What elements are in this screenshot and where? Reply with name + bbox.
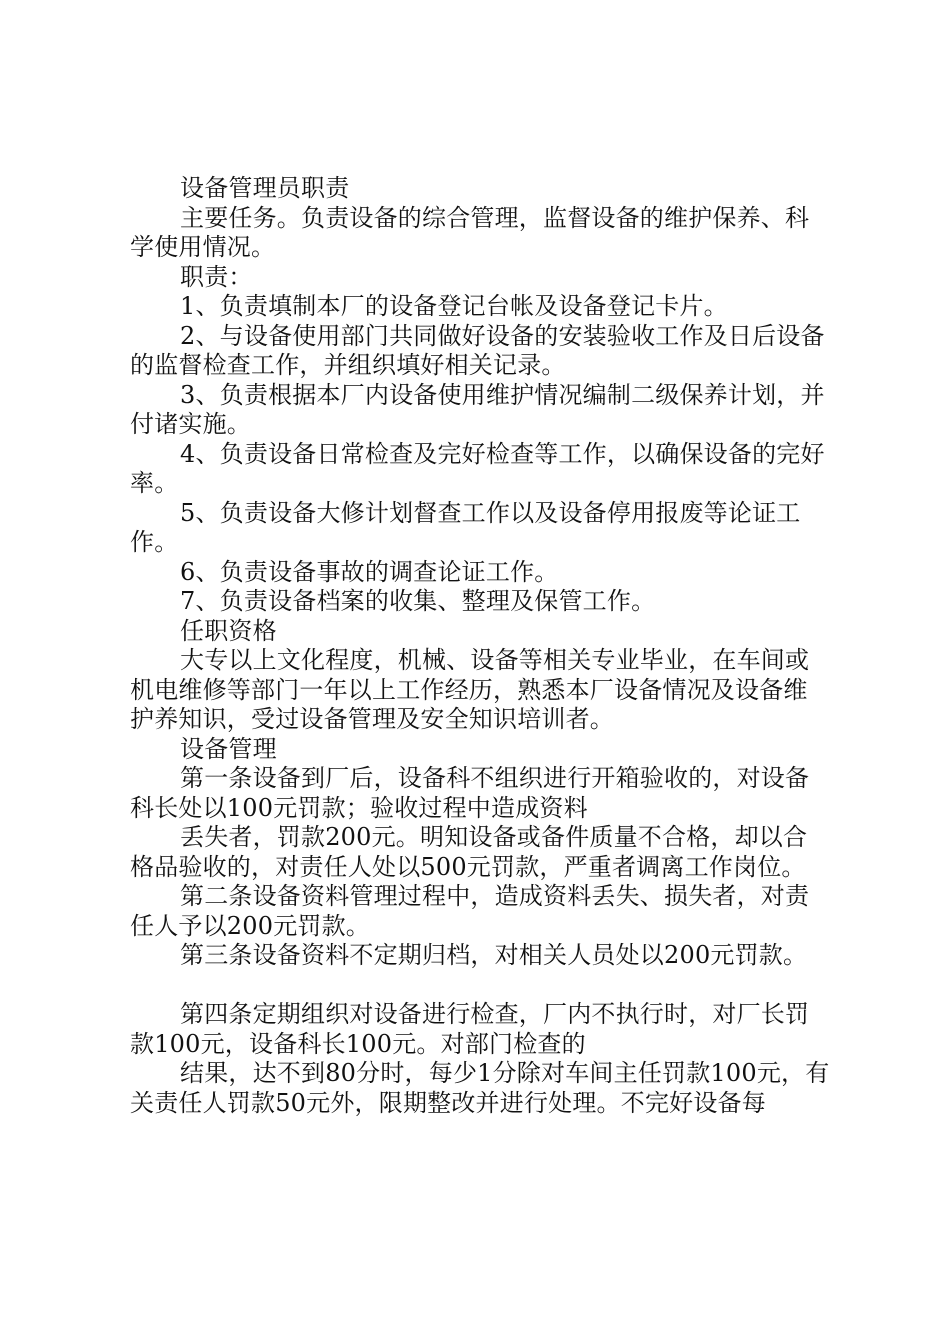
article-4-part-1: 第四条定期组织对设备进行检查，厂内不执行时，对厂长罚款100元，设备科长100元。对部门检查的 [130,1000,810,1058]
blank-line [130,971,830,1001]
qualifications-paragraph: 大专以上文化程度，机械、设备等相关专业毕业，在车间或机电维修等部门一年以上工作经历，熟悉本厂设备情况及设备维护养知识，受过设备管理及安全知识培训者。 [130,646,810,733]
article-1-part-2: 丢失者，罚款200元。明知设备或备件质量不合格，却以合格品验收的，对责任人处以500元罚款，严重者调离工作岗位。 [130,823,808,881]
article-2: 第二条设备资料管理过程中，造成资料丢失、损失者，对责任人予以200元罚款。 [130,882,810,940]
duty-item-2: 2、与设备使用部门共同做好设备的安装验收工作及日后设备的监督检查工作，并组织填好相关记录。 [130,321,825,379]
qualifications-heading: 任职资格 [180,616,277,645]
duty-item-1: 1、负责填制本厂的设备登记台帐及设备登记卡片。 [180,292,728,320]
article-4-part-2: 结果，达不到80分时，每少1分除对车间主任罚款100元，有关责任人罚款50元外，限期整改并进行处理。不完好设备每 [130,1059,830,1117]
duties-heading: 职责： [180,262,253,291]
section-title-equipment-manager-duties: 设备管理员职责 [180,174,350,202]
article-1-part-1: 第一条设备到厂后，设备科不组织进行开箱验收的，对设备科长处以100元罚款；验收过程中造成资料 [130,764,810,822]
duty-item-7: 7、负责设备档案的收集、整理及保管工作。 [180,587,656,615]
duty-item-5: 5、负责设备大修计划督查工作以及设备停用报废等论证工作。 [130,498,801,556]
duty-item-3: 3、负责根据本厂内设备使用维护情况编制二级保养计划，并付诸实施。 [130,380,825,438]
article-3: 第三条设备资料不定期归档，对相关人员处以200元罚款。 [180,941,808,969]
document-body [130,174,830,1118]
duty-item-4: 4、负责设备日常检查及完好检查等工作，以确保设备的完好率。 [130,439,825,497]
equipment-management-heading: 设备管理 [180,734,277,763]
main-task-paragraph: 主要任务。负责设备的综合管理，监督设备的维护保养、科学使用情况。 [130,203,810,261]
duty-item-6: 6、负责设备事故的调查论证工作。 [180,557,559,586]
